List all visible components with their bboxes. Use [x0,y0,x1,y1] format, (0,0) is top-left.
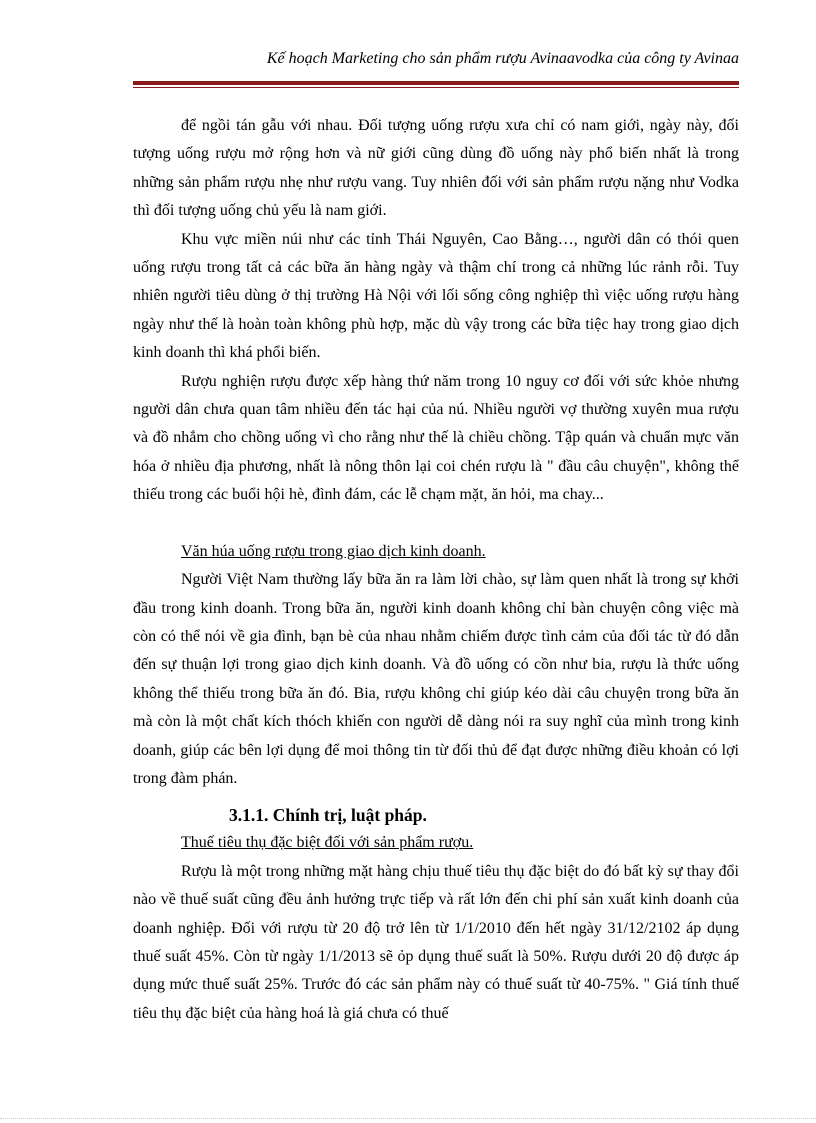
paragraph-mountain-region: Khu vực miền núi như các tỉnh Thái Nguyên, Cao Bằng…, người dân có thói quen uống rượu trong tất cả các bữa ăn hàng ngày và thậm chí trong cả những lúc rảnh rỗi. Tuy nhiên người tiêu dùng ở thị trường Hà Nội với lối sống công nghiệp thì việc uống rượu hàng ngày như thế là hoàn toàn không phù hợp, mặc dù vậy trong các bữa tiệc hay trong giao dịch kinh doanh thì khá phổi biến. [133,230,739,362]
paragraph-tax-rates: Rượu là một trong những mặt hàng chịu thuế tiêu thụ đặc biệt do đó bất kỳ sự thay đổi nào về thuế suất cũng đều ảnh hưởng trực tiếp và rất lớn đến chi phí sản xuất kinh doanh của doanh nghiệp. Đối với rượu từ 20 độ trở lên từ 1/1/2010 đến hết ngày 31/12/2102 áp dụng thuế suất 45%. Còn từ ngày 1/1/2013 sẽ ỏp dụng thuế suất là 50%. Rượu dưới 20 độ được áp dụng mức thuế suất 25%. Trước đó các sản phẩm này có thuế suất từ 40-75%. " Giá tính thuế tiêu thụ đặc biệt của hàng hoá là giá chưa có thuế [133,862,739,1022]
paragraph-alcohol-addiction: Rượu nghiện rượu được xếp hàng thứ năm trong 10 nguy cơ đối với sức khỏe nhưng người dân chưa quan tâm nhiều đến tác hại của nú. Nhiều người vợ thường xuyên mua rượu và đồ nhắm cho chồng uống vì cho rằng như thế là chiều chồng. Tập quán và chuẩn mực văn hóa ở nhiều địa phương, nhất là nông thôn lại coi chén rượu là " đầu câu chuyện", không thể thiếu trong các buổi hội hè, đình đám, các lễ chạm mặt, ăn hỏi, ma chay... [133,372,739,504]
subheading-special-tax-text: Thuế tiêu thụ đặc biệt đối với sản phẩm rượu. [181,834,474,852]
page-bottom-border [0,1118,816,1119]
body-text [133,112,739,1028]
subheading-special-tax [133,829,739,857]
subheading-business-culture [133,538,739,566]
paragraph-gap [133,510,739,538]
paragraph-target-audience: để ngồi tán gẫu với nhau. Đối tượng uống rượu xưa chỉ có nam giới, ngày này, đối tượng uống rượu mở rộng hơn và nữ giới cũng dùng đồ uống này phổ biến nhất là trong những sản phẩm rượu nhẹ như rượu vang. Tuy nhiên đối với sản phẩm rượu nặng như Vodka thì đối tượng uống chủ yếu là nam giới. [133,117,739,220]
paragraph-business-dining: Người Việt Nam thường lấy bữa ăn ra làm lời chào, sự làm quen nhất là trong sự khởi đầu trong kinh doanh. Trong bữa ăn, người kinh doanh không chỉ bàn chuyện công việc mà còn có thể nói về gia đình, bạn bè của nhau nhằm chiếm được tình cảm của đối tác từ đó dẫn đến sự thuận lợi trong giao dịch kinh doanh. Và đồ uống có cồn như bia, rượu là thức uống không thể thiếu trong bữa ăn đó. Bia, rượu không chỉ giúp kéo dài câu chuyện trong bữa ăn mà còn là một chất kích thóch khiến con người dễ dàng nói ra suy nghĩ của mình trong kinh doanh, giúp các bên lợi dụng để moi thông tin từ đối thủ để đạt được những điều khoản có lợi trong đàm phán. [133,571,739,787]
subheading-business-culture-text: Văn húa uống rượu trong giao dịch kinh doanh. [181,542,486,560]
section-heading-politics-law: 3.1.1. Chính trị, luật pháp. [229,805,427,826]
header-rule-thick [133,81,739,85]
page-header: Kế hoạch Marketing cho sản phẩm rượu Avinaavodka của công ty Avinaa [266,50,739,67]
header-rule-thin [133,87,739,88]
